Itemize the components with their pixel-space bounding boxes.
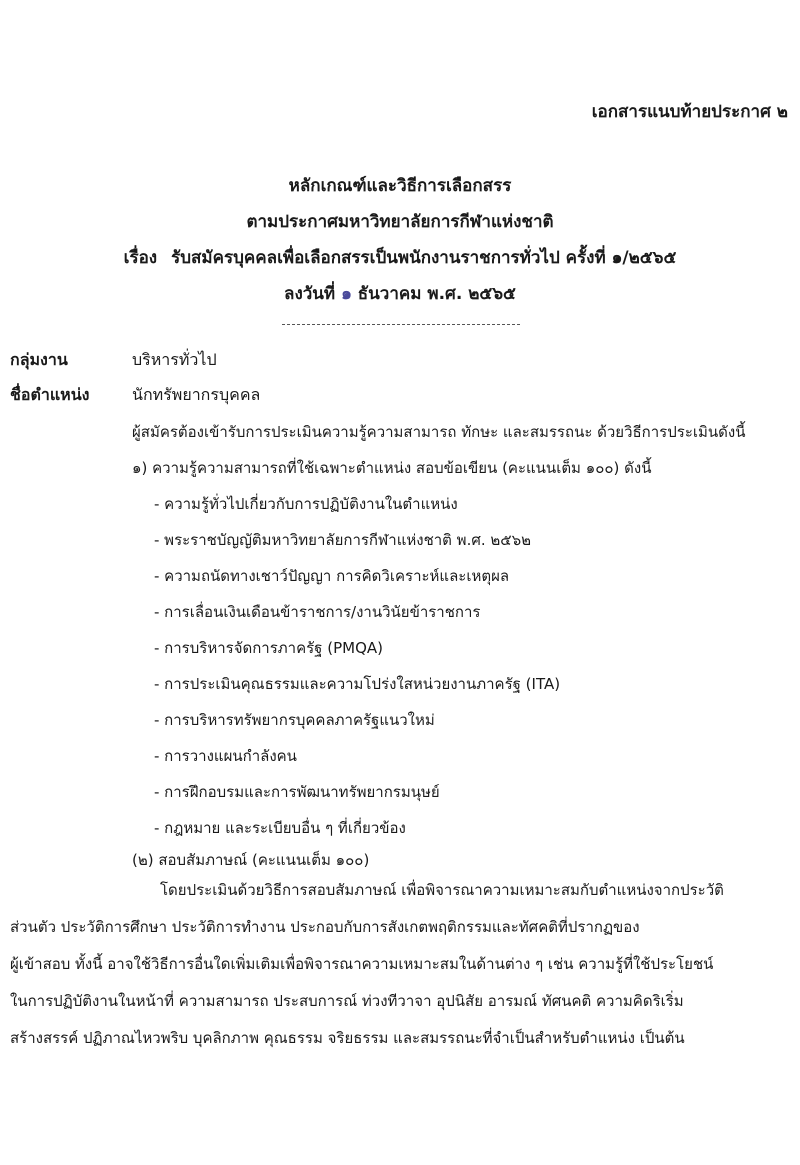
title-line-3 [0,240,800,276]
list-item: - การเลื่อนเงินเดือนข้าราชการ/งานวินัยข้าราชการ [154,603,481,621]
topic-list [154,486,560,846]
list-item: - การบริหารทรัพยากรบุคคลภาครัฐแนวใหม่ [154,711,435,729]
group-label: กลุ่มงาน [10,350,68,369]
assessment-item-2: (๒) สอบสัมภาษณ์ (คะแนนเต็ม ๑๐๐) [132,851,370,869]
title-block [0,168,800,312]
paragraph-line: ส่วนตัว ประวัติการศึกษา ประวัติการทำงาน ประกอบกับการสังเกตพฤติกรรมและทัศคติที่ปรากฏของ [10,918,640,936]
paragraph-line: สร้างสรรค์ ปฏิภาณไหวพริบ บุคลิกภาพ คุณธรรม จริยธรรม และสมรรถนะที่จำเป็นสำหรับตำแหน่ง เป็นต้น [10,1029,685,1047]
title-line-2: ตามประกาศมหาวิทยาลัยการกีฬาแห่งชาติ [246,212,554,232]
paragraph-line: โดยประเมินด้วยวิธีการสอบสัมภาษณ์ เพื่อพิจารณาความเหมาะสมกับตำแหน่งจากประวัติ [160,881,724,899]
field-position [10,380,260,410]
subject-lead: เรื่อง [123,248,158,268]
paragraph-line: ในการปฏิบัติงานในหน้าที่ ความสามารถ ประสบการณ์ ท่วงทีวาจา อุปนิสัย อารมณ์ ทัศนคติ ความคิดริเริ่ม [10,992,684,1010]
list-item: - การบริหารจัดการภาครัฐ (PMQA) [154,639,383,657]
list-item: - ความรู้ทั่วไปเกี่ยวกับการปฏิบัติงานในตำแหน่ง [154,495,458,513]
assessment-item-1: ๑) ความรู้ความสามารถที่ใช้เฉพาะตำแหน่ง สอบข้อเขียน (คะแนนเต็ม ๑๐๐) ดังนี้ [132,459,652,477]
list-item: - พระราชบัญญัติมหาวิทยาลัยการกีฬาแห่งชาติ พ.ศ. ๒๕๖๒ [154,531,532,549]
date-prefix: ลงวันที่ [284,284,336,304]
attachment-label: เอกสารแนบท้ายประกาศ ๒ [591,102,788,122]
assessment-intro: ผู้สมัครต้องเข้ารับการประเมินความรู้ความสามารถ ทักษะ และสมรรถนะ ด้วยวิธีการประเมินดังนี้ [132,423,746,441]
interview-paragraph [10,872,790,1057]
date-rest: ธันวาคม พ.ศ. ๒๕๖๕ [357,284,516,304]
paragraph-line: ผู้เข้าสอบ ทั้งนี้ อาจใช้วิธีการอื่นใดเพิ่มเติมเพื่อพิจารณาความเหมาะสมในด้านต่าง ๆ เช่น ความรู้ที่ใช้ประโยชน์ [10,955,714,973]
divider [282,324,520,325]
title-line-1: หลักเกณฑ์และวิธีการเลือกสรร [288,176,512,196]
list-item: - การฝึกอบรมและการพัฒนาทรัพยากรมนุษย์ [154,783,440,801]
list-item: - ความถนัดทางเชาว์ปัญญา การคิดวิเคราะห์และเหตุผล [154,567,510,585]
subject-text: รับสมัครบุคคลเพื่อเลือกสรรเป็นพนักงานราชการทั่วไป ครั้งที่ ๑/๒๕๖๕ [171,248,677,268]
field-group [10,345,217,375]
list-item: - การประเมินคุณธรรมและความโปร่งใสหน่วยงานภาครัฐ (ITA) [154,675,561,693]
list-item: - การวางแผนกำลังคน [154,747,297,765]
position-value: นักทรัพยากรบุคคล [132,385,261,404]
group-value: บริหารทั่วไป [132,350,217,369]
title-date-line [0,276,800,312]
list-item: - กฎหมาย และระเบียบอื่น ๆ ที่เกี่ยวข้อง [154,819,406,837]
position-label: ชื่อตำแหน่ง [10,385,90,404]
date-day: ๑ [341,284,352,304]
